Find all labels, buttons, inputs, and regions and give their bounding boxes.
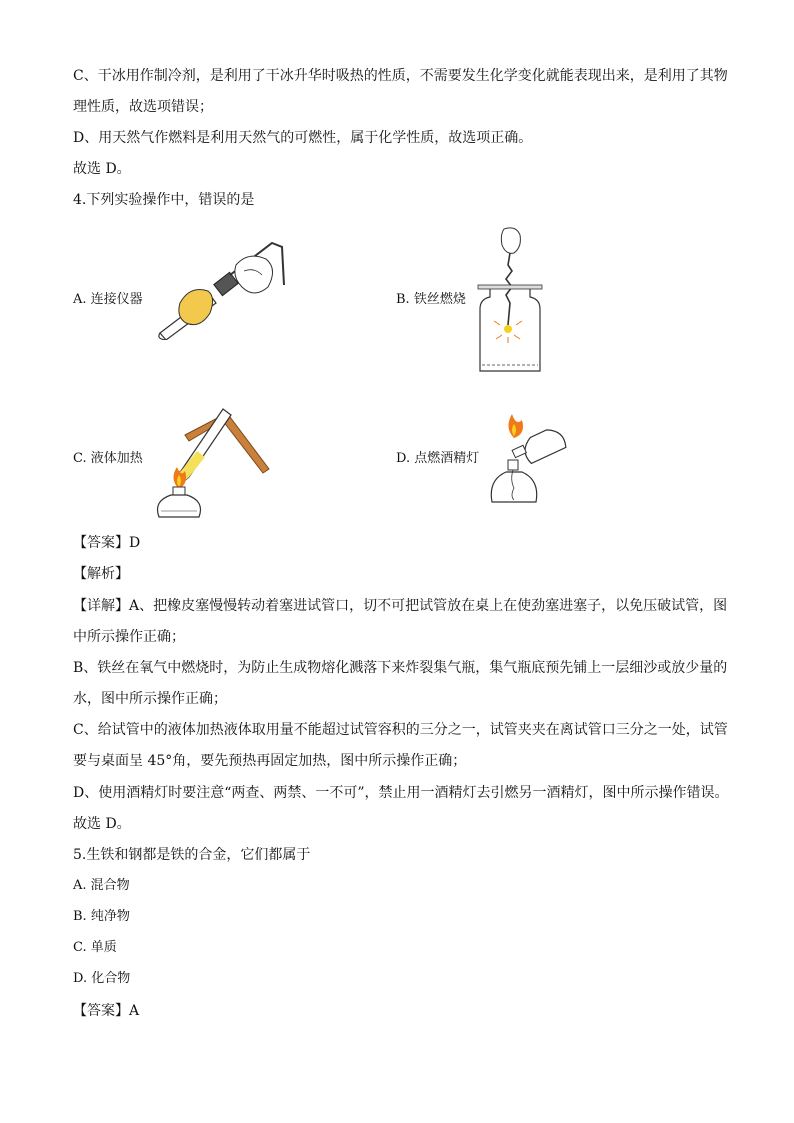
text-line: 要与桌面呈 45°角，要先预热再固定加热，图中所示操作正确； [73,753,467,769]
option-c-label: C. 液体加热 [73,451,143,466]
analysis-heading: 【解析】 [73,566,129,582]
text-line: 故选 D。 [73,161,131,177]
connect-apparatus-figure [150,225,295,340]
answer-5: 【答案】A [73,1003,140,1019]
question-5: 5.生铁和钢都是铁的合金，它们都属于 [73,847,311,863]
option-d-label: D. 点燃酒精灯 [396,451,480,466]
text-line: D、用天然气作燃料是利用天然气的可燃性，属于化学性质，故选项正确。 [73,130,533,146]
alcohol-lamp-lighting-figure [488,408,578,508]
option-b-label: B. 铁丝燃烧 [396,292,466,307]
text-line: 【详解】A、把橡皮塞慢慢转动着塞进试管口，切不可把试管放在桌上在使劲塞进塞子，以免压破试管，图 [73,598,728,614]
iron-wire-burning-figure [470,225,550,375]
text-line: C、干冰用作制冷剂，是利用了干冰升华时吸热的性质，不需要发生化学变化就能表现出来，是利用了其物 [73,68,728,84]
liquid-heating-figure [145,393,275,523]
text-line: C、给试管中的液体加热液体取用量不能超过试管容积的三分之一，试管夹夹在离试管口三分之一处，试管 [73,722,728,738]
text-line: B、铁丝在氧气中燃烧时，为防止生成物熔化溅落下来炸裂集气瓶，集气瓶底预先铺上一层细沙或放少量的 [73,660,728,676]
option-c: C. 单质 [73,940,117,955]
option-b: B. 纯净物 [73,909,130,924]
text-line: 故选 D。 [73,816,131,832]
text-line: 水，图中所示操作正确； [73,691,227,707]
option-a-label: A. 连接仪器 [73,292,143,307]
question-4: 4.下列实验操作中，错误的是 [73,192,255,208]
text-line: D、使用酒精灯时要注意“两查、两禁、一不可”，禁止用一酒精灯去引燃另一酒精灯，图中所示操作错误。 [73,785,729,801]
text-line: 理性质，故选项错误； [73,99,213,115]
text-line: 中所示操作正确； [73,629,185,645]
option-d: D. 化合物 [73,971,131,986]
option-a: A. 混合物 [73,878,130,893]
answer-4: 【答案】D [73,535,141,551]
